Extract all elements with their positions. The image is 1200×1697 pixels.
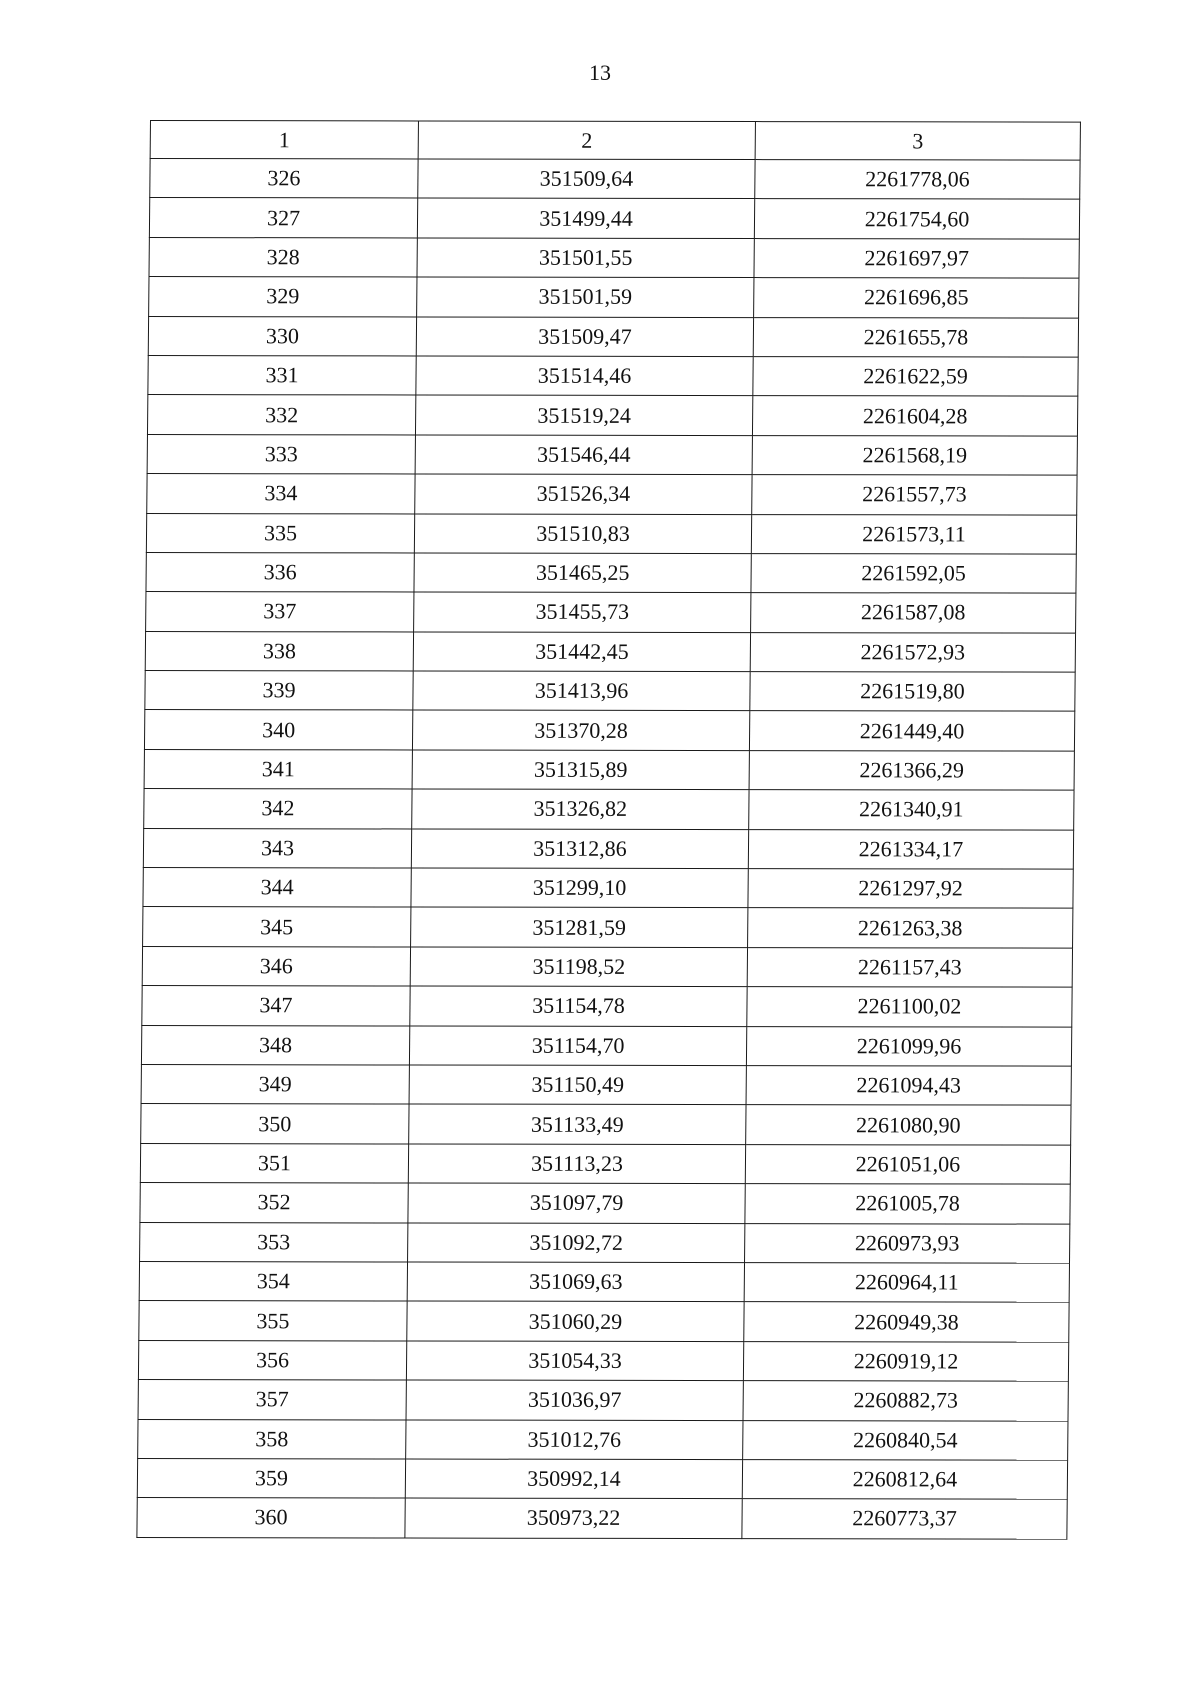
coordinate-x-cell: 351312,86 (411, 829, 748, 869)
point-number-cell: 355 (139, 1301, 407, 1341)
point-number-cell: 348 (141, 1025, 409, 1065)
table-row (140, 1222, 1070, 1263)
coordinate-x-cell: 351036,97 (406, 1380, 743, 1420)
coordinates-table-container (136, 120, 1080, 1539)
table-row (146, 552, 1076, 593)
coordinate-y-cell: 2261099,96 (746, 1026, 1071, 1066)
coordinate-y-cell: 2261263,38 (748, 908, 1073, 948)
coordinate-x-cell: 351546,44 (415, 435, 752, 475)
coordinate-x-cell: 350973,22 (405, 1498, 742, 1538)
point-number-cell: 331 (148, 355, 416, 395)
table-row (142, 986, 1072, 1027)
coordinate-y-cell: 2261655,78 (753, 317, 1078, 357)
coordinate-y-cell: 2261622,59 (753, 357, 1078, 397)
coordinate-x-cell: 351501,59 (417, 277, 754, 317)
point-number-cell: 352 (140, 1183, 408, 1223)
table-row (146, 513, 1076, 554)
table-row (138, 1419, 1068, 1460)
point-number-cell: 334 (147, 474, 415, 514)
table-row (141, 1104, 1071, 1145)
table-row (145, 631, 1075, 672)
coordinate-y-cell: 2260773,37 (742, 1499, 1067, 1539)
coordinate-y-cell: 2261051,06 (745, 1144, 1070, 1184)
point-number-cell: 330 (148, 316, 416, 356)
coordinate-y-cell: 2261366,29 (749, 750, 1074, 790)
coordinates-table (136, 120, 1081, 1539)
table-row (148, 316, 1078, 357)
point-number-cell: 360 (137, 1498, 405, 1538)
point-number-cell: 345 (143, 907, 411, 947)
table-row (137, 1458, 1067, 1499)
coordinate-x-cell: 351069,63 (407, 1262, 744, 1302)
column-header-2: 2 (418, 121, 755, 160)
point-number-cell: 326 (150, 159, 418, 199)
coordinate-y-cell: 2261297,92 (748, 869, 1073, 909)
point-number-cell: 340 (144, 710, 412, 750)
page-number: 13 (589, 60, 611, 85)
coordinate-y-cell: 2260812,64 (742, 1459, 1067, 1499)
coordinate-y-cell: 2261568,19 (752, 435, 1077, 475)
coordinate-y-cell: 2261604,28 (752, 396, 1077, 436)
point-number-cell: 351 (140, 1143, 408, 1183)
coordinate-y-cell: 2260949,38 (744, 1302, 1069, 1342)
coordinate-x-cell: 351514,46 (416, 356, 753, 396)
table-row (138, 1340, 1068, 1381)
point-number-cell: 337 (146, 592, 414, 632)
point-number-cell: 347 (142, 986, 410, 1026)
point-number-cell: 350 (141, 1104, 409, 1144)
coordinate-y-cell: 2261005,78 (745, 1184, 1070, 1224)
coordinate-x-cell: 351012,76 (406, 1420, 743, 1460)
point-number-cell: 329 (149, 277, 417, 317)
table-row (143, 868, 1073, 909)
table-row (150, 159, 1080, 200)
point-number-cell: 358 (138, 1419, 406, 1459)
table-row (144, 710, 1074, 751)
table-row (149, 198, 1079, 239)
coordinate-y-cell: 2261519,80 (750, 672, 1075, 712)
coordinate-y-cell: 2261100,02 (747, 987, 1072, 1027)
coordinate-y-cell: 2261778,06 (755, 160, 1080, 200)
coordinate-x-cell: 351413,96 (413, 671, 750, 711)
coordinate-x-cell: 351526,34 (415, 474, 752, 514)
table-body (137, 159, 1080, 1539)
table-header-row (150, 121, 1080, 161)
table-row (145, 671, 1075, 712)
coordinate-x-cell: 351092,72 (408, 1223, 745, 1263)
coordinate-y-cell: 2261696,85 (754, 278, 1079, 318)
coordinate-x-cell: 350992,14 (405, 1459, 742, 1499)
coordinate-x-cell: 351501,55 (417, 238, 754, 278)
coordinate-y-cell: 2261449,40 (749, 711, 1074, 751)
coordinate-y-cell: 2261557,73 (752, 475, 1077, 515)
coordinate-y-cell: 2260973,93 (745, 1223, 1070, 1263)
coordinate-y-cell: 2261334,17 (748, 829, 1073, 869)
coordinate-y-cell: 2261094,43 (746, 1066, 1071, 1106)
point-number-cell: 332 (147, 395, 415, 435)
coordinate-x-cell: 351281,59 (411, 907, 748, 947)
point-number-cell: 327 (149, 198, 417, 238)
table-row (146, 592, 1076, 633)
coordinate-y-cell: 2261754,60 (754, 199, 1079, 239)
coordinate-y-cell: 2260840,54 (743, 1420, 1068, 1460)
table-row (147, 434, 1077, 475)
point-number-cell: 359 (137, 1458, 405, 1498)
coordinate-y-cell: 2261157,43 (747, 947, 1072, 987)
point-number-cell: 338 (145, 631, 413, 671)
coordinate-x-cell: 351509,64 (418, 159, 755, 199)
coordinate-y-cell: 2261572,93 (750, 632, 1075, 672)
coordinate-x-cell: 351499,44 (417, 198, 754, 238)
point-number-cell: 342 (144, 789, 412, 829)
table-row (144, 789, 1074, 830)
coordinate-x-cell: 351154,70 (409, 1026, 746, 1066)
coordinate-y-cell: 2261697,97 (754, 238, 1079, 278)
point-number-cell: 335 (146, 513, 414, 553)
coordinate-x-cell: 351442,45 (413, 632, 750, 672)
point-number-cell: 356 (138, 1340, 406, 1380)
coordinate-x-cell: 351326,82 (412, 789, 749, 829)
coordinate-x-cell: 351370,28 (412, 710, 749, 750)
coordinate-y-cell: 2260964,11 (744, 1263, 1069, 1303)
coordinate-x-cell: 351198,52 (410, 947, 747, 987)
table-row (144, 749, 1074, 790)
column-header-3: 3 (755, 122, 1080, 161)
coordinate-x-cell: 351054,33 (406, 1341, 743, 1381)
coordinate-x-cell: 351097,79 (408, 1183, 745, 1223)
coordinate-y-cell: 2261080,90 (746, 1105, 1071, 1145)
point-number-cell: 354 (139, 1261, 407, 1301)
coordinate-x-cell: 351315,89 (412, 750, 749, 790)
coordinate-y-cell: 2260919,12 (743, 1341, 1068, 1381)
coordinate-x-cell: 351510,83 (414, 513, 751, 553)
coordinate-x-cell: 351509,47 (416, 317, 753, 357)
point-number-cell: 341 (144, 749, 412, 789)
table-row (137, 1498, 1067, 1539)
table-row (141, 1065, 1071, 1106)
coordinate-y-cell: 2261573,11 (751, 514, 1076, 554)
coordinate-y-cell: 2261340,91 (749, 790, 1074, 830)
coordinate-x-cell: 351299,10 (411, 868, 748, 908)
point-number-cell: 344 (143, 868, 411, 908)
point-number-cell: 339 (145, 671, 413, 711)
table-row (140, 1143, 1070, 1184)
table-row (143, 828, 1073, 869)
point-number-cell: 336 (146, 552, 414, 592)
coordinate-y-cell: 2261592,05 (751, 553, 1076, 593)
coordinate-x-cell: 351455,73 (414, 592, 751, 632)
coordinate-x-cell: 351150,49 (409, 1065, 746, 1105)
point-number-cell: 357 (138, 1380, 406, 1420)
point-number-cell: 353 (140, 1222, 408, 1262)
coordinate-x-cell: 351113,23 (408, 1144, 745, 1184)
coordinate-x-cell: 351060,29 (407, 1301, 744, 1341)
table-row (138, 1380, 1068, 1421)
coordinate-y-cell: 2261587,08 (751, 593, 1076, 633)
table-row (148, 355, 1078, 396)
table-row (143, 907, 1073, 948)
column-header-1: 1 (150, 121, 418, 159)
point-number-cell: 328 (149, 237, 417, 277)
table-row (147, 395, 1077, 436)
coordinate-x-cell: 351154,78 (410, 986, 747, 1026)
point-number-cell: 346 (142, 946, 410, 986)
point-number-cell: 333 (147, 434, 415, 474)
table-row (139, 1261, 1069, 1302)
point-number-cell: 343 (143, 828, 411, 868)
coordinate-x-cell: 351519,24 (415, 395, 752, 435)
table-row (147, 474, 1077, 515)
table-row (142, 946, 1072, 987)
table-row (149, 277, 1079, 318)
table-row (139, 1301, 1069, 1342)
table-row (140, 1183, 1070, 1224)
coordinate-x-cell: 351133,49 (409, 1104, 746, 1144)
coordinate-x-cell: 351465,25 (414, 553, 751, 593)
table-row (141, 1025, 1071, 1066)
coordinate-y-cell: 2260882,73 (743, 1381, 1068, 1421)
point-number-cell: 349 (141, 1065, 409, 1105)
table-row (149, 237, 1079, 278)
